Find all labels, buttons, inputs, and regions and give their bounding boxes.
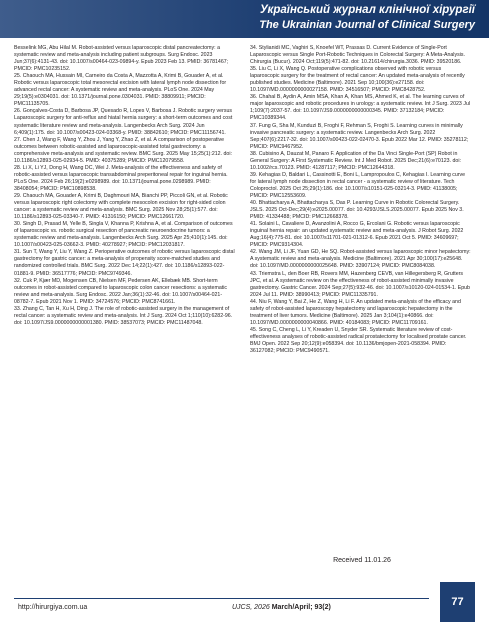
reference-item — [14, 165, 236, 193]
reference-item — [250, 66, 472, 94]
reference-text: 33. Zhang C, Tan H, Xu H, Ding J. The role of robotic-assisted surgery in the management of rectal cancer: a systematic review and meta-analysis. Int J Surg. 2024 Oct 1;110(10):6282-96. doi: 10.1097/JS9.0000000000001380. PMID: 38537073; PMCID: PMC11487048. — [14, 305, 233, 326]
reference-text: 34. Stylianidi MC, Vaghiri S, Knoefel WT, Prassas D. Current Evidence of Single-Port Laparoscopic versus Single Port-Robotic Techniques in Colorectal Surgery: A Meta-Analysis. Chirurgia (Bucur). 2024 Oct;119(5):471-82. doi: 10.21614/chirurgia.3036. PMID: 39520186. — [250, 45, 465, 66]
reference-item — [250, 151, 472, 172]
reference-item — [14, 193, 236, 221]
reference-item — [250, 94, 472, 122]
reference-text: 36. Chahal B, Aydin A, Amin MSA, Khan A, Khan MS, Ahmed K, et al. The learning curves of major laparoscopic and robotic procedures in urology: a systematic review. Int J Surg. 2023 Jul 1;109(7):2037-57. doi: 10.1097/JS9.0000000000000345. PMID: 37132184; PMCID: PMC10389344. — [250, 94, 471, 122]
reference-text: Besselink MG, Abu Hilal M. Robot-assisted versus laparoscopic distal pancreatectomy: a systematic review and meta-analysis including patient subgroups. Surg Endosc. 2023 Jun;37(6):4131-43. doi: 10.1007/s00464-023-09894-y. Epub 2023 Feb 13. PMID: 36781467; PMCID: PMC10235152. — [14, 45, 229, 73]
reference-text: 29. Chaouch MA, Gouader A, Krimi B, Daghmouri MA, Bianchi PP, Piccoli GN, et al. Robotic versus laparoscopic right colectomy with complete mesocolon excision for right-sided colon cancer: a systematic review and meta-analysis. BMC Surg. 2025 Nov 28;25(1):577. doi: 10.1186/s12893-025-03340-7. PMID: 41316150; PMCID: PMC12661720. — [14, 192, 228, 221]
reference-text: 27. Chen J, Wang F, Wang Y, Zhou J, Yang Y, Zhao Z, et al. A comparison of postoperative outcomes between robotic-assisted and laparoscopic-assisted total gastrectomy: a comprehensive meta-analysis and systematic review. BMC Surg. 2025 May 15;25(1):212. doi: 10.1186/s12893-025-02934-5. PMID: 40375289; PMCID: PMC12079558. — [14, 136, 232, 164]
page-number: 77 — [440, 582, 475, 622]
reference-item — [14, 108, 236, 136]
reference-text: 42. Wang JM, Li JF, Yuan GD, He SQ. Robot-assisted versus laparoscopic minor hepatectomy: A systematic review and meta-analysis. Medicine (Baltimore). 2021 Apr 30;100(17):e25648. doi: 10.1097/MD.0000000000025648. PMID: 33907124; PMCID: PMC8084038. — [250, 249, 471, 270]
reference-text: 45. Song C, Cheng L, Li Y, Kreaden U, Snyder SR. Systematic literature review of cost-effectiveness analyses of robotic-assisted radical prostatectomy for localised prostate cancer. BMJ Open. 2022 Sep 20;12(9):e058394. doi: 10.1136/bmjopen-2021-058394. PMID: 36127082; PMCID: PMC9490571. — [250, 326, 467, 355]
reference-text: 32. Cuk P, Kjær MD, Mogensen CB, Nielsen MF, Pedersen AK, Ellebæk MB. Short-term outcomes in robot-assisted compared to laparoscopic colon cancer resections: a systematic review and meta-analysis. Surg Endosc. 2022 Jan;36(1):32-46. doi: 10.1007/s00464-021-08782-7. Epub 2021 Nov 1. PMID: 34724576; PMCID: PMC8741661. — [14, 277, 228, 305]
reference-text: 25. Chaouch MA, Hussain MI, Carneiro da Costa A, Mazzotta A, Krimi B, Gouader A, et al. Robotic versus laparoscopic total mesorectal excision with lateral lymph node dissection for advanced rectal cancer: A systematic review and meta-analysis. PLoS One. 2024 May 29;19(5):e0304031. doi: 10.1371/journal.pone.0304031. PMID: 38809911; PMCID: PMC11135705. — [14, 73, 227, 108]
references-left-column — [14, 45, 236, 327]
reference-item — [250, 200, 472, 221]
reference-text: 43. Triemstra L, den Boer RB, Rovers MM, Hazenberg CEVB, van Hillegersberg R, Grutters JPC, et al. A systematic review on the effectiveness of robot-assisted minimally invasive gastrectomy. Gastric Cancer. 2024 Sep;27(5):932-46. doi: 10.1007/s10120-024-01534-1. Epub 2024 Jul 11. PMID: 38990413; PMCID: PMC11335791. — [250, 270, 470, 298]
reference-text: 41. Solaini L, Cavaliere D, Avanzolini A, Rocco G, Ercolani G. Robotic versus laparoscopic inguinal hernia repair: an updated systematic review and meta-analysis. J Robot Surg. 2022 Aug;16(4):775-81. doi: 10.1007/s11701-021-01312-6. Epub 2021 Oct 5. PMID: 34609697; PMCID: PMC9314304. — [250, 221, 464, 249]
reference-item — [250, 123, 472, 151]
reference-item — [14, 306, 236, 327]
journal-header-banner — [0, 0, 489, 38]
reference-item — [14, 45, 236, 73]
reference-text: 40. Bhattacharya A, Bhattacharya S, Das P. Learning Curve in Robotic Colorectal Surgery. JSLS. 2025 Oct-Dec;29(4):e2025.00077. doi: 10.4293/JSLS.2025.00077. Epub 2025 Nov 3. PMID: 41334488; PMCID: PMC12668378. — [250, 200, 464, 221]
reference-text: 37. Fung G, Sha M, Kunduzi B, Froghi F, Rehman S, Froghi S. Learning curves in minimally invasive pancreatic surgery: a systematic review. Langenbecks Arch Surg. 2022 Sep;407(6):2217-32. doi: 10.1007/s00423-022-02470-3. Epub 2022 Mar 12. PMID: 35278112; PMCID: PMC9467952. — [250, 122, 469, 150]
reference-item — [250, 299, 472, 327]
reference-text: 35. Liu C, Li X, Wang Q. Postoperative complications observed with robotic versus laparoscopic surgery for the treatment of rectal cancer: An updated meta-analysis of recently published studies. Medicine (Baltimore). 2021 Sep 10;100(36):e27158. doi: 10.1097/MD.0000000000027158. PMID: 34516507; PMCID: PMC8428752. — [250, 66, 465, 94]
reference-item — [14, 278, 236, 306]
footer-journal-year: UJCS, 2026 — [232, 604, 270, 611]
reference-item — [250, 221, 472, 249]
reference-item — [250, 271, 472, 299]
reference-text: 28. Li X, Li YJ, Dong H, Wang DC, Wei J. Meta-analysis of the effectiveness and safety of robotic-assisted versus laparoscopic transabdominal preperitoneal repair for inguinal hernia. PLoS One. 2024 Feb 26;19(2):e0298989. doi: 10.1371/journal.pone.0298989. PMID: 38408054; PMCID: PMC10898538. — [14, 164, 228, 192]
reference-item — [14, 73, 236, 108]
received-date: Received 11.01.26 — [333, 557, 391, 564]
reference-text: 26. Gonçalves-Costa D, Barbosa JP, Quesado R, Lopes V, Barbosa J. Robotic surgery versus Laparoscopic surgery for anti-reflux and hiatal hernia surgery: a short-term outcomes and cost systematic literature review and meta-analysis. Langenbecks Arch Surg. 2024 Jun 6;409(1):175. doi: 10.1007/s00423-024-03368-y. PMID: 38842610; PMCID: PMC11156741. — [14, 108, 233, 136]
footer-divider — [14, 598, 429, 599]
reference-item — [14, 221, 236, 249]
footer-url-link[interactable]: http://hirurgiya.com.ua — [18, 604, 88, 611]
reference-text: 38. Cubisino A, Dauzat M, Panaro F. Application of the Da Vinci Single-Port (SP) Robot in General Surgery: A First Systematic Review. Int J Med Robot. 2025 Dec;21(6):e70123. doi: 10.1002/rcs.70123. PMID: 41287117; PMCID: PMC12644318. — [250, 150, 461, 171]
footer-issue: March/April; 93(2) — [271, 604, 331, 611]
reference-item — [250, 45, 472, 66]
footer-citation — [232, 604, 331, 611]
reference-item — [250, 249, 472, 270]
reference-item — [250, 327, 472, 355]
journal-title-en: The Ukrainian Journal of Clinical Surgery — [259, 19, 475, 31]
reference-text: 39. Kehagias D, Baldari L, Cassinotti E, Boni L, Lampropoulos C, Kehagias I. Learning curve for lateral lymph node dissection in rectal cancer - a systematic review of literature. Tech Coloproctol. 2025 Oct 25;29(1):186. doi: 10.1007/s10151-025-03214-3. PMID: 41138005; PMCID: PMC12553609. — [250, 171, 466, 199]
reference-item — [250, 172, 472, 200]
reference-item — [14, 137, 236, 165]
reference-text: 30. Singh D, Prasad M, Yelle B, Singla V, Khanna P, Krishna A, et al. Comparison of outcomes of laparoscopic vs. robotic surgical resection of pancreatic neuroendocrine tumors: a systematic review and meta-analysis. Langenbecks Arch Surg. 2025 Apr 25;410(1):145. doi: 10.1007/s00423-025-03662-3. PMID: 40278927; PMCID: PMC12031817. — [14, 221, 233, 249]
reference-text: 44. Niu F, Wang Y, Bai Z, He Z, Wang H, Li F. An updated meta-analysis of the efficacy and safety of robot-assisted laparoscopy hepatectomy and laparoscopic hepatectomy in the treatment of liver tumors. Medicine (Baltimore). 2025 Jan 3;104(1):e40866. doi: 10.1097/MD.0000000000040866. PMID: 40184083; PMCID: PMC11709161. — [250, 298, 461, 326]
journal-title-ua: Український журнал клінічної хірургії — [260, 4, 475, 16]
reference-text: 31. Sun T, Wang Y, Liu Y, Wang Z. Perioperative outcomes of robotic versus laparoscopic distal gastrectomy for gastric cancer: a meta-analysis of propensity score-matched studies and randomized controlled trials. BMC Surg. 2022 Dec 14;22(1):427. doi: 10.1186/s12893-022-01881-9. PMID: 36517776; PMCID: PMC9749346. — [14, 249, 235, 277]
references-right-column — [250, 45, 472, 355]
reference-item — [14, 249, 236, 277]
